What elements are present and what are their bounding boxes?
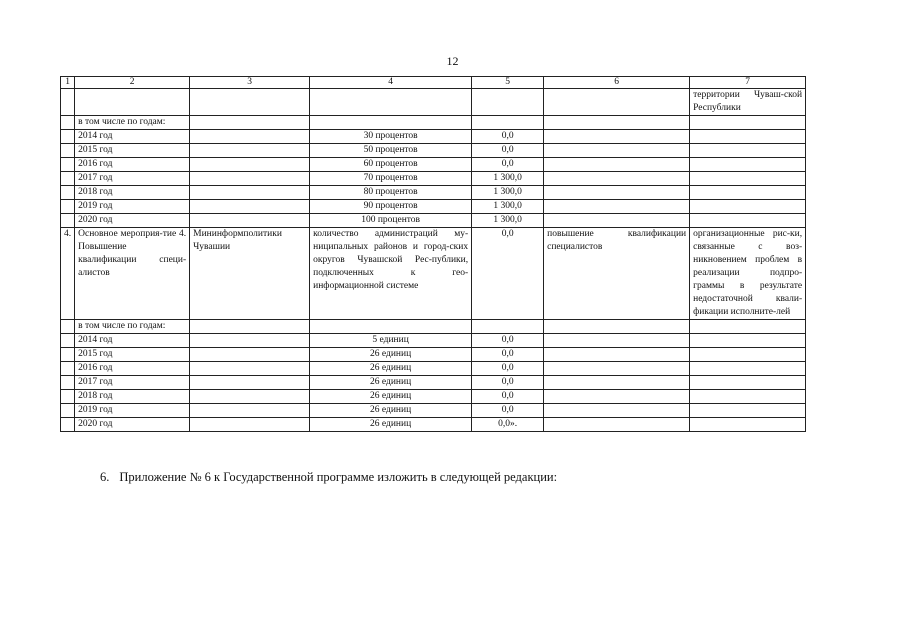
year-value: 1 300,0 <box>472 186 544 200</box>
year-label: 2019 год <box>75 404 190 418</box>
empty-cell <box>61 390 75 404</box>
empty-cell <box>690 130 806 144</box>
year-row <box>61 172 806 186</box>
empty-cell <box>690 348 806 362</box>
empty-cell <box>544 348 690 362</box>
column-number: 4 <box>310 77 472 89</box>
empty-cell <box>61 362 75 376</box>
year-label: 2018 год <box>75 186 190 200</box>
year-row <box>61 348 806 362</box>
empty-cell <box>544 418 690 432</box>
year-indicator: 26 единиц <box>310 376 472 390</box>
empty-cell <box>544 200 690 214</box>
empty-cell <box>61 418 75 432</box>
year-indicator: 26 единиц <box>310 348 472 362</box>
year-label: 2018 год <box>75 390 190 404</box>
year-indicator: 60 процентов <box>310 158 472 172</box>
column-number: 5 <box>472 77 544 89</box>
empty-cell <box>690 418 806 432</box>
measure-value: 0,0 <box>472 228 544 320</box>
measure-executor: Мининформполитики Чувашии <box>190 228 310 320</box>
empty-cell <box>690 376 806 390</box>
empty-cell <box>61 172 75 186</box>
column-number: 7 <box>690 77 806 89</box>
year-label: 2015 год <box>75 144 190 158</box>
measure-indicator: количество администраций му-ниципальных районов и город-ских округов Чувашской Рес-публики, подключенных к гео-информационной системе <box>310 228 472 320</box>
continuation-risk-text: территории Чуваш-ской Республики <box>690 89 806 116</box>
empty-cell <box>61 334 75 348</box>
year-label: 2015 год <box>75 348 190 362</box>
year-value: 0,0». <box>472 418 544 432</box>
year-row <box>61 418 806 432</box>
year-label: 2016 год <box>75 362 190 376</box>
year-value: 1 300,0 <box>472 172 544 186</box>
year-label: 2016 год <box>75 158 190 172</box>
empty-cell <box>190 200 310 214</box>
empty-cell <box>61 158 75 172</box>
empty-cell <box>690 362 806 376</box>
empty-cell <box>544 334 690 348</box>
year-indicator: 100 процентов <box>310 214 472 228</box>
page-number: 12 <box>446 54 459 68</box>
continuation-row <box>61 89 806 116</box>
empty-cell <box>690 404 806 418</box>
empty-cell <box>61 144 75 158</box>
empty-cell <box>190 334 310 348</box>
year-row <box>61 200 806 214</box>
empty-cell <box>61 214 75 228</box>
empty-cell <box>190 214 310 228</box>
by-years-label-row <box>61 116 806 130</box>
by-years-label-row <box>61 320 806 334</box>
year-indicator: 50 процентов <box>310 144 472 158</box>
year-indicator: 26 единиц <box>310 362 472 376</box>
year-indicator: 26 единиц <box>310 418 472 432</box>
year-value: 0,0 <box>472 334 544 348</box>
empty-cell <box>690 144 806 158</box>
year-label: 2020 год <box>75 214 190 228</box>
empty-cell <box>690 172 806 186</box>
column-number: 1 <box>61 77 75 89</box>
year-indicator: 26 единиц <box>310 404 472 418</box>
year-value: 0,0 <box>472 376 544 390</box>
year-label: 2019 год <box>75 200 190 214</box>
column-number: 3 <box>190 77 310 89</box>
year-label: 2020 год <box>75 418 190 432</box>
year-label: 2014 год <box>75 130 190 144</box>
instruction-text: Приложение № 6 к Государственной программе изложить в следующей редакции: <box>119 470 558 484</box>
empty-cell <box>690 334 806 348</box>
empty-cell <box>190 130 310 144</box>
year-value: 0,0 <box>472 348 544 362</box>
empty-cell <box>544 186 690 200</box>
year-value: 1 300,0 <box>472 200 544 214</box>
empty-cell <box>544 214 690 228</box>
year-value: 0,0 <box>472 144 544 158</box>
year-label: 2017 год <box>75 376 190 390</box>
empty-cell <box>61 130 75 144</box>
empty-cell <box>190 186 310 200</box>
empty-cell <box>190 390 310 404</box>
year-row <box>61 362 806 376</box>
empty-cell <box>544 404 690 418</box>
year-value: 0,0 <box>472 130 544 144</box>
year-row <box>61 186 806 200</box>
measure-risks: организационные рис-ки, связанные с воз-никновением проблем в реализации подпро-граммы в результате недостаточной квали-фикации исполните-лей <box>690 228 806 320</box>
empty-cell <box>544 390 690 404</box>
empty-cell <box>61 200 75 214</box>
year-row <box>61 144 806 158</box>
instruction-paragraph <box>100 470 567 485</box>
by-years-label: в том числе по годам: <box>75 320 190 334</box>
year-value: 1 300,0 <box>472 214 544 228</box>
measure-name: Основное мероприя-тие 4. Повышение квалификации специ-алистов <box>75 228 190 320</box>
year-label: 2014 год <box>75 334 190 348</box>
empty-cell <box>544 144 690 158</box>
empty-cell <box>190 418 310 432</box>
empty-cell <box>690 390 806 404</box>
year-row <box>61 130 806 144</box>
empty-cell <box>690 158 806 172</box>
year-row <box>61 214 806 228</box>
year-indicator: 26 единиц <box>310 390 472 404</box>
empty-cell <box>544 130 690 144</box>
year-value: 0,0 <box>472 362 544 376</box>
empty-cell <box>61 348 75 362</box>
year-row <box>61 334 806 348</box>
empty-cell <box>61 404 75 418</box>
empty-cell <box>544 362 690 376</box>
column-number: 2 <box>75 77 190 89</box>
empty-cell <box>190 376 310 390</box>
empty-cell <box>190 348 310 362</box>
measure-number: 4. <box>61 228 75 320</box>
instruction-number: 6. <box>100 470 110 484</box>
by-years-label: в том числе по годам: <box>75 116 190 130</box>
year-row <box>61 376 806 390</box>
empty-cell <box>61 376 75 390</box>
year-indicator: 70 процентов <box>310 172 472 186</box>
year-value: 0,0 <box>472 404 544 418</box>
empty-cell <box>190 404 310 418</box>
empty-cell <box>61 186 75 200</box>
column-number: 6 <box>544 77 690 89</box>
year-label: 2017 год <box>75 172 190 186</box>
empty-cell <box>544 172 690 186</box>
empty-cell <box>544 158 690 172</box>
program-table <box>60 76 806 432</box>
year-row <box>61 158 806 172</box>
year-indicator: 90 процентов <box>310 200 472 214</box>
empty-cell <box>190 362 310 376</box>
year-indicator: 30 процентов <box>310 130 472 144</box>
empty-cell <box>690 186 806 200</box>
year-value: 0,0 <box>472 390 544 404</box>
empty-cell <box>190 144 310 158</box>
empty-cell <box>690 200 806 214</box>
measure-result: повышение квалификации специалистов <box>544 228 690 320</box>
empty-cell <box>544 376 690 390</box>
empty-cell <box>190 172 310 186</box>
measure-row <box>61 228 806 320</box>
year-value: 0,0 <box>472 158 544 172</box>
empty-cell <box>190 158 310 172</box>
year-row <box>61 390 806 404</box>
year-indicator: 80 процентов <box>310 186 472 200</box>
empty-cell <box>690 214 806 228</box>
year-row <box>61 404 806 418</box>
year-indicator: 5 единиц <box>310 334 472 348</box>
column-number-row <box>61 77 806 89</box>
